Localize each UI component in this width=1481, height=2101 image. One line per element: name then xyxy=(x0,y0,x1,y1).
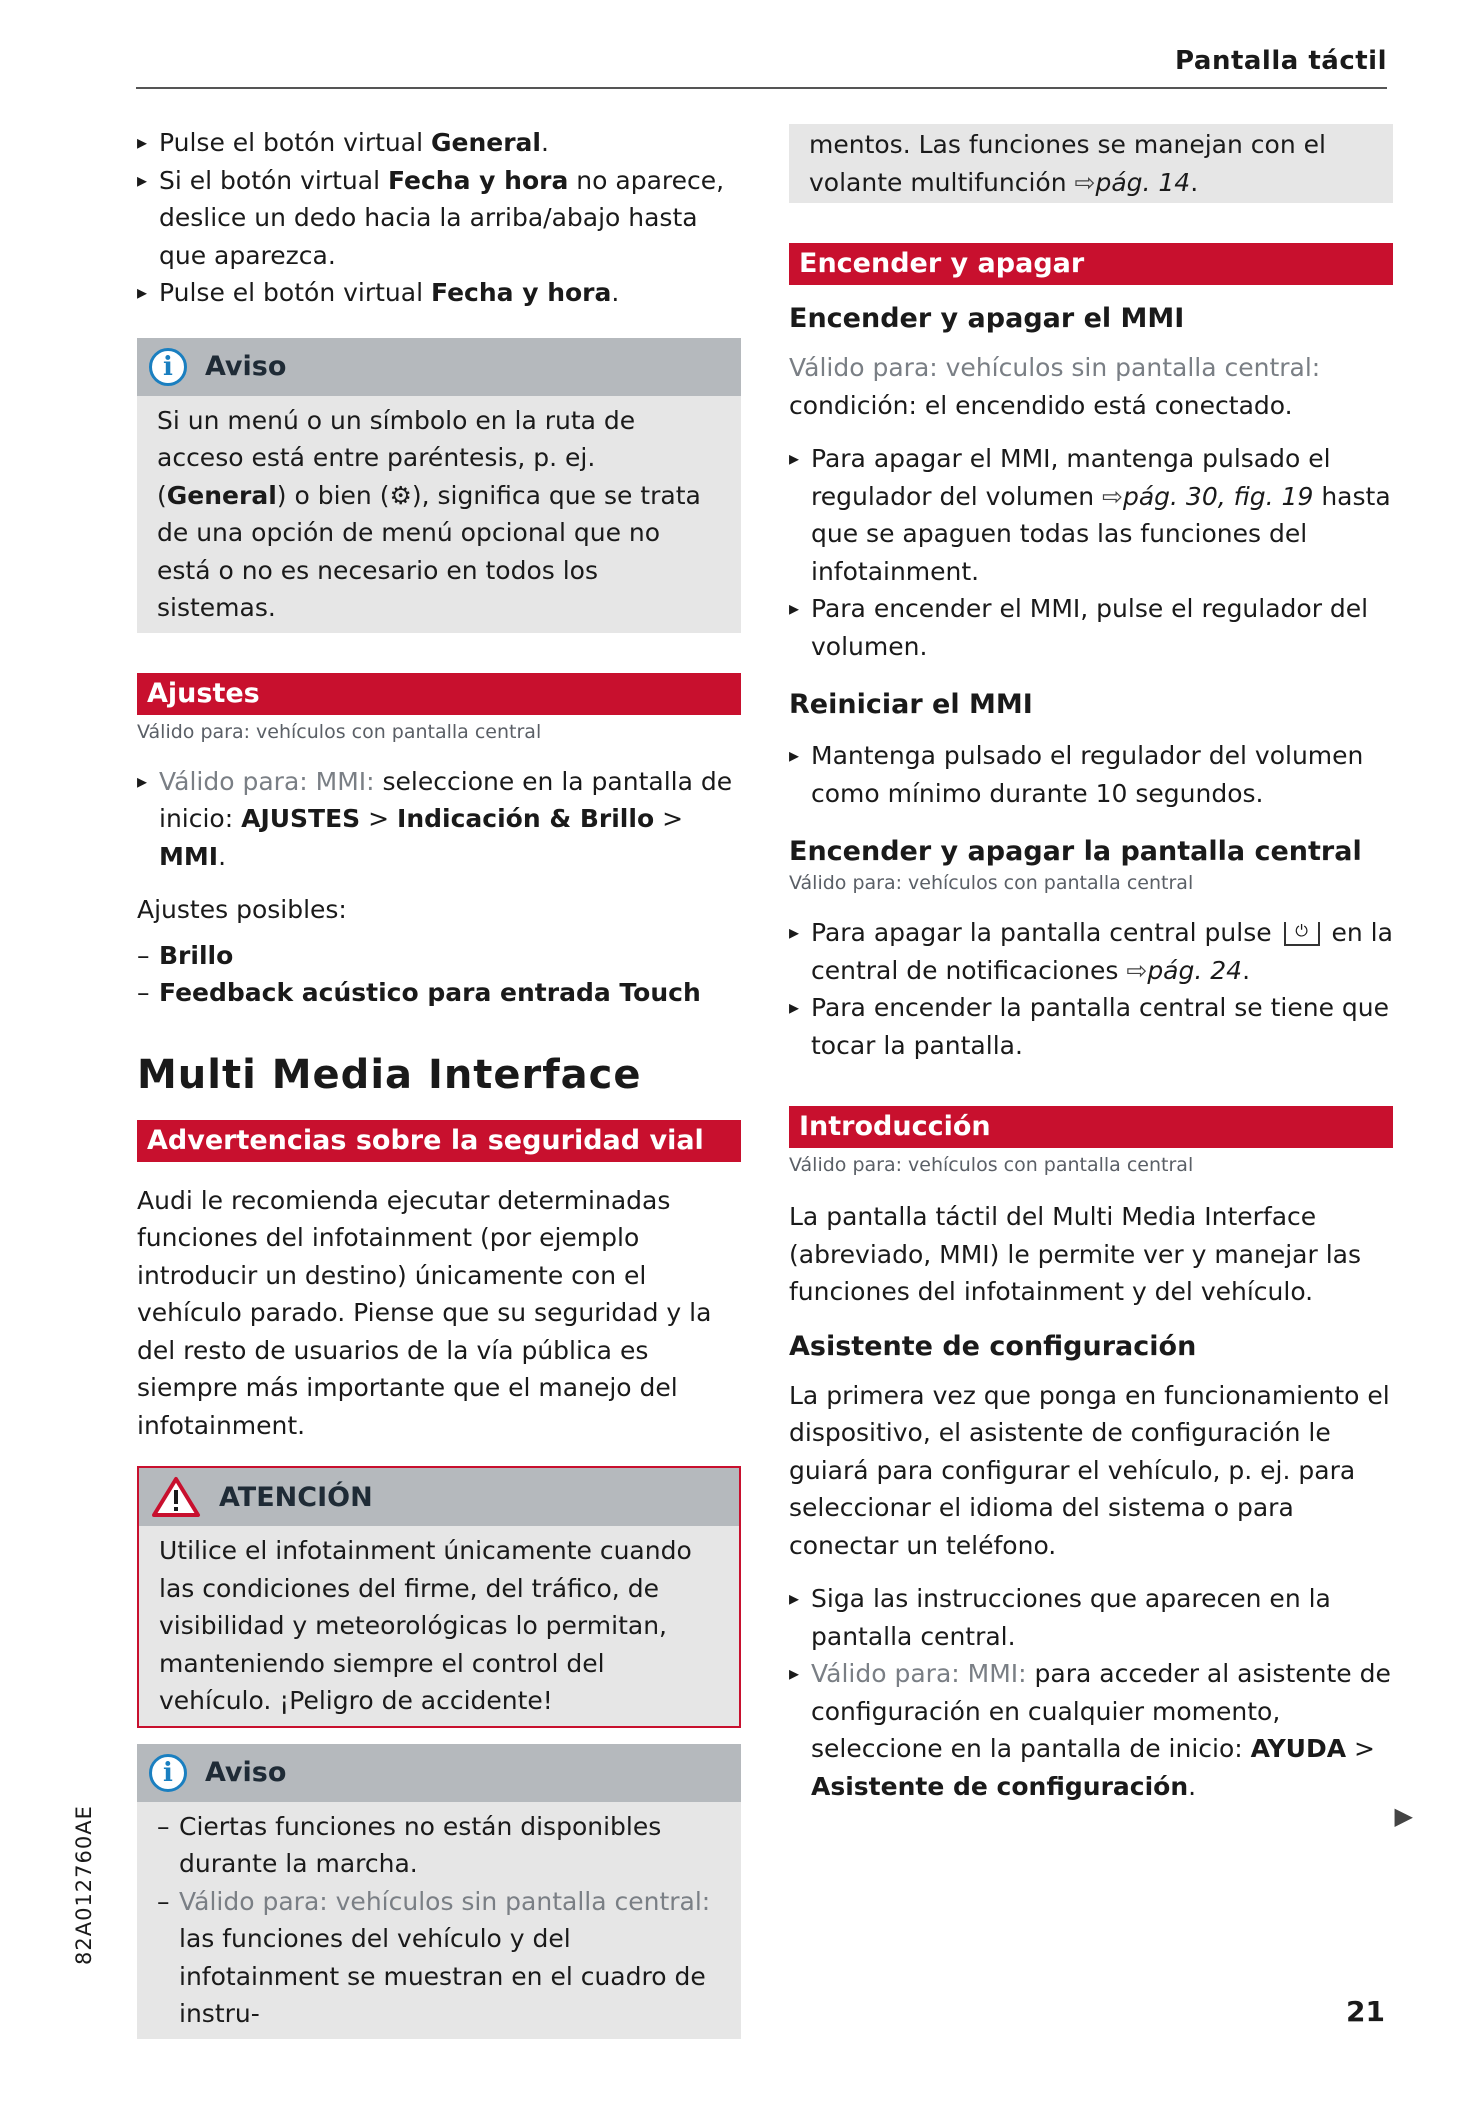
seguridad-text: Audi le recomienda ejecutar determinadas funciones del infotainment (por ejemplo introducir un destino) únicamente con el vehículo parado. Piense que su seguridad y la del resto de usuarios de la vía pública es siempre más importante que el manejo del infotainment. xyxy=(137,1185,712,1440)
aviso-item-marcha: – Ciertas funciones no están disponibles durante la marcha. xyxy=(157,1808,721,1883)
asistente-subheading: Asistente de configuración xyxy=(789,1330,1197,1362)
document-code: 82A012760AE xyxy=(72,1805,96,1965)
info-icon: i xyxy=(149,1754,187,1792)
atencion-title: ATENCIÓN xyxy=(219,1481,373,1513)
running-header-title: Pantalla táctil xyxy=(1175,46,1387,76)
aviso-title: Aviso xyxy=(205,351,287,382)
aviso-note-2-continued xyxy=(789,124,1393,203)
ajustes-item-brillo: – Brillo xyxy=(137,937,741,975)
encender-section xyxy=(789,243,1393,1064)
atencion-warning-box xyxy=(137,1466,741,1728)
reference-arrow-icon: ⇨ xyxy=(1126,955,1148,985)
aviso-note-header xyxy=(137,338,741,396)
step-fecha-hora-missing: ▸ Si el botón virtual Fecha y hora no aparece, deslice un dedo hacia la arriba/abajo hasta que aparezca. xyxy=(137,162,741,275)
ajustes-posibles-label: Ajustes posibles: xyxy=(137,895,347,924)
asistente-text: La primera vez que ponga en funcionamiento el dispositivo, el asistente de configuración le guiará para configurar el vehículo, p. ej. para seleccionar el idioma del sistema o para conectar un teléfono. xyxy=(789,1380,1390,1560)
introduccion-text: La pantalla táctil del Multi Media Interface (abreviado, MMI) le permite ver y manejar las funciones del infotainment y del vehículo. xyxy=(789,1202,1361,1306)
aviso-note-2-header xyxy=(137,1744,741,1802)
section-title-mmi: Multi Media Interface xyxy=(137,1051,642,1098)
power-icon: ⏻ xyxy=(1284,922,1320,946)
right-column xyxy=(789,124,1393,1805)
introduccion-validity: Válido para: vehículos con pantalla central xyxy=(789,1154,1194,1176)
apagar-mmi-step: ▸ Para apagar el MMI, mantenga pulsado el regulador del volumen ⇨pág. 30, fig. 19 hasta que se apaguen todas las funciones del infotainment. xyxy=(789,440,1393,590)
info-icon: i xyxy=(149,348,187,386)
aviso-note-1 xyxy=(137,338,741,633)
reiniciar-step: ▸ Mantenga pulsado el regulador del volumen como mínimo durante 10 segundos. xyxy=(789,737,1393,812)
encender-mmi-subheading: Encender y apagar el MMI xyxy=(789,303,1185,334)
pantalla-central-validity: Válido para: vehículos con pantalla central xyxy=(789,872,1194,894)
seguridad-heading: Advertencias sobre la seguridad vial xyxy=(137,1120,741,1162)
aviso-item-sin-pantalla: – Válido para: vehículos sin pantalla central: las funciones del vehículo y del infotainment se muestran en el cuadro de instru- xyxy=(157,1883,721,2033)
introduccion-heading: Introducción xyxy=(789,1106,1393,1148)
aviso-note-body: Si un menú o un símbolo en la ruta de acceso está entre paréntesis, p. ej. (General) o bien (⚙), significa que se trata de una opción de menú opcional que no está o no es necesario en todos los sistemas. xyxy=(157,405,701,622)
settings-gear-icon: ⚙ xyxy=(389,480,412,510)
aviso-note-2-body xyxy=(137,1802,741,2039)
asistente-step-1: ▸ Siga las instrucciones que aparecen en la pantalla central. xyxy=(789,1580,1393,1655)
ajustes-item-feedback: – Feedback acústico para entrada Touch xyxy=(137,974,741,1012)
aviso-note-2 xyxy=(137,1744,741,2039)
encender-mmi-step: ▸ Para encender el MMI, pulse el regulador del volumen. xyxy=(789,590,1393,665)
ajustes-heading: Ajustes xyxy=(137,673,741,715)
ajustes-section xyxy=(137,673,741,1012)
continued-text: mentos. Las funciones se manejan con el volante multifunción ⇨pág. 14. xyxy=(789,124,1393,203)
step-general: ▸ Pulse el botón virtual General. xyxy=(137,124,741,162)
page-number: 21 xyxy=(1346,1995,1385,2028)
ajustes-validity: Válido para: vehículos con pantalla central xyxy=(137,720,542,743)
apagar-pantalla-step: ▸ Para apagar la pantalla central pulse ⏻ en la central de notificaciones ⇨pág. 24. xyxy=(789,914,1393,989)
encender-validity: Válido para: vehículos sin pantalla central: condición: el encendido está conectado. xyxy=(789,353,1321,420)
reiniciar-subheading: Reiniciar el MMI xyxy=(789,689,1033,720)
step-fecha-hora: ▸ Pulse el botón virtual Fecha y hora. xyxy=(137,274,741,312)
warning-triangle-icon xyxy=(151,1476,201,1518)
encender-pantalla-step: ▸ Para encender la pantalla central se tiene que tocar la pantalla. xyxy=(789,989,1393,1064)
atencion-header xyxy=(139,1468,739,1526)
reference-arrow-icon: ⇨ xyxy=(1074,167,1096,197)
pantalla-central-subheading: Encender y apagar la pantalla central xyxy=(789,836,1362,867)
seguridad-section xyxy=(137,1120,741,1445)
header-rule xyxy=(136,87,1387,89)
asistente-step-2: ▸ Válido para: MMI: para acceder al asistente de configuración en cualquier momento, seleccione en la pantalla de inicio: AYUDA > Asistente de configuración. xyxy=(789,1655,1393,1805)
aviso-title: Aviso xyxy=(205,1757,287,1788)
ajustes-step: ▸ Válido para: MMI: seleccione en la pantalla de inicio: AJUSTES > Indicación & Brillo > MMI. xyxy=(137,763,741,876)
left-column xyxy=(137,124,741,2039)
introduccion-section xyxy=(789,1106,1393,1805)
reference-arrow-icon: ⇨ xyxy=(1102,481,1123,511)
next-page-arrow-icon: ▶ xyxy=(1394,1802,1413,1830)
encender-heading: Encender y apagar xyxy=(789,243,1393,285)
atencion-text: Utilice el infotainment únicamente cuando las condiciones del firme, del tráfico, de visibilidad y meteorológicas lo permitan, manteniendo siempre el control del vehículo. ¡Peligro de accidente! xyxy=(159,1536,692,1715)
